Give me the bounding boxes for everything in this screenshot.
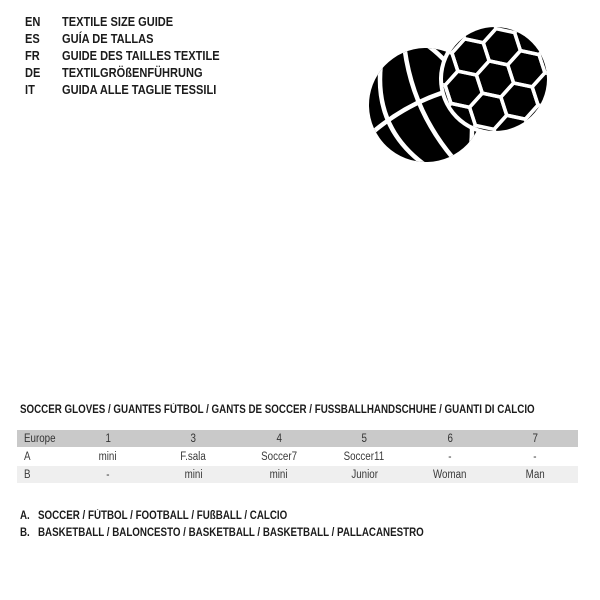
footnote-prefix: B. [20,526,30,539]
language-code: IT [25,82,35,97]
table-cell: mini [269,468,288,481]
balls-graphic [356,12,556,172]
table-cell: mini [98,450,117,463]
language-row-es [25,30,247,47]
language-row-fr [25,47,247,64]
table-row-b [17,466,578,483]
header-cell: 6 [447,432,453,445]
footnote-text: SOCCER / FÚTBOL / FOOTBALL / FUßBALL / CALCIO [38,509,288,522]
table-cell: - [533,450,537,463]
sports-balls-illustration [356,12,556,172]
footnote-b [20,524,492,541]
language-code: FR [25,48,40,63]
language-label: GUÍA DE TALLAS [62,31,154,46]
table-cell: Woman [432,468,467,481]
header-cell: 1 [105,432,111,445]
table-cell: F.sala [180,450,207,463]
table-cell: Man [525,468,545,481]
language-row-en [25,13,247,30]
table-cell: - [448,450,452,463]
table-header-row [17,430,578,447]
row-label: A [24,450,31,463]
table-cell: - [106,468,110,481]
table-cell: Soccer11 [343,450,385,463]
language-list [25,13,247,98]
footnote-prefix: A. [20,509,30,522]
footnotes [20,507,492,541]
header-cell: 4 [276,432,282,445]
language-code: ES [25,31,40,46]
table-row-a [17,448,578,465]
size-table [17,430,578,484]
language-label: TEXTILE SIZE GUIDE [62,14,174,29]
size-table-title: SOCCER GLOVES / GUANTES FÚTBOL / GANTS DE SOCCER / FUSSBALLHANDSCHUHE / GUANTI DI CALCIO [20,404,535,416]
table-cell: Junior [350,468,378,481]
language-label: GUIDA ALLE TAGLIE TESSILI [62,82,217,97]
language-label: GUIDE DES TAILLES TEXTILE [62,48,220,63]
table-cell: Soccer7 [260,450,297,463]
header-cell: 7 [532,432,538,445]
footnote-a [20,507,492,524]
header-cell-europe: Europe [24,432,56,445]
language-label: TEXTILGRÖßENFÜHRUNG [62,65,203,80]
language-code: EN [25,14,41,29]
footnote-text: BASKETBALL / BALONCESTO / BASKETBALL / BASKETBALL / PALLACANESTRO [38,526,424,539]
header-cell: 3 [190,432,196,445]
language-code: DE [25,65,41,80]
language-row-it [25,81,247,98]
table-cell: mini [184,468,203,481]
row-label: B [24,468,31,481]
header-cell: 5 [361,432,367,445]
language-row-de [25,64,247,81]
